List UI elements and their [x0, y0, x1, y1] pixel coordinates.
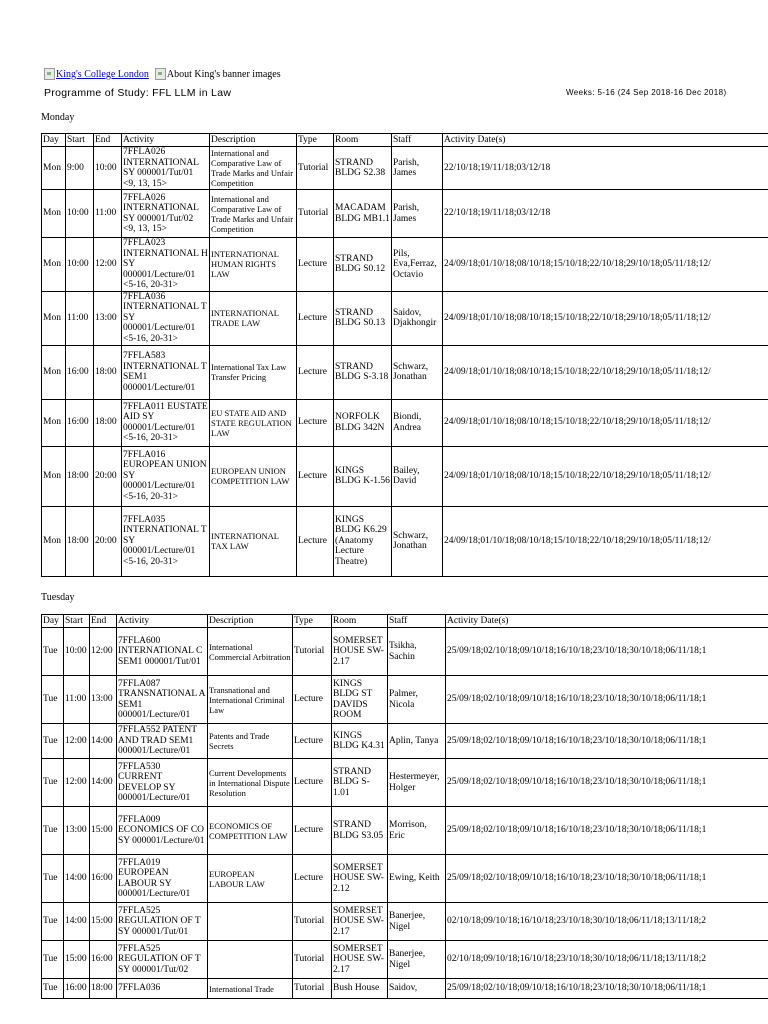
- column-header: Day: [42, 134, 66, 147]
- cell-staff: Saidov,: [388, 979, 446, 999]
- cell-description: INTERNATIONAL TAX LAW: [210, 506, 297, 576]
- cell-activity: 7FFLA011 EUSTATE AID SY 000001/Lecture/01 <5-16, 20-31>: [122, 399, 210, 446]
- cell-start: 16:00: [64, 979, 90, 999]
- cell-room: STRAND BLDG S-3.18: [334, 345, 392, 399]
- cell-room: STRAND BLDG S2.38: [334, 147, 392, 190]
- cell-day: Tue: [42, 724, 64, 759]
- kings-logo-alt: King's College London: [56, 68, 149, 80]
- cell-end: 16:00: [90, 855, 117, 903]
- about-banner-image: [155, 68, 281, 80]
- cell-end: 15:00: [90, 807, 117, 855]
- cell-staff: Biondi, Andrea: [392, 399, 443, 446]
- cell-day: Tue: [42, 676, 64, 724]
- cell-day: Tue: [42, 807, 64, 855]
- cell-staff: Bailey, David: [392, 446, 443, 506]
- cell-activity: 7FFLA016 EUROPEAN UNION SY 000001/Lecture/01 <5-16, 20-31>: [122, 446, 210, 506]
- column-header: Activity Date(s): [443, 134, 768, 147]
- cell-description: Current Developments in International Dispute Resolution: [208, 759, 293, 807]
- cell-start: 10:00: [64, 628, 90, 676]
- cell-description: International Commercial Arbitration: [208, 628, 293, 676]
- cell-staff: Banerjee, Nigel: [388, 903, 446, 941]
- column-header: Activity: [122, 134, 210, 147]
- cell-staff: Parish, James: [392, 147, 443, 190]
- table-row: [42, 759, 768, 807]
- table-row: [42, 238, 768, 292]
- table-row: [42, 628, 768, 676]
- cell-description: EUROPEAN LABOUR LAW: [208, 855, 293, 903]
- cell-staff: Hestermeyer, Holger: [388, 759, 446, 807]
- cell-staff: Aplin, Tanya: [388, 724, 446, 759]
- cell-staff: Pils, Eva,Ferraz, Octavio: [392, 238, 443, 292]
- broken-image-icon: [155, 68, 166, 80]
- cell-dates: 25/09/18;02/10/18;09/10/18;16/10/18;23/10/18;30/10/18;06/11/18;1: [446, 676, 768, 724]
- cell-start: 15:00: [64, 941, 90, 979]
- column-header: Activity: [117, 615, 208, 628]
- cell-description: INTERNATIONAL TRADE LAW: [210, 291, 297, 345]
- cell-description: International Tax Law Transfer Pricing: [210, 345, 297, 399]
- monday-timetable: [41, 133, 768, 577]
- cell-activity: 7FFLA552 PATENT AND TRAD SEM1 000001/Lecture/01: [117, 724, 208, 759]
- cell-day: Tue: [42, 941, 64, 979]
- table-row: [42, 807, 768, 855]
- cell-end: 18:00: [90, 979, 117, 999]
- cell-type: Tutorial: [293, 941, 332, 979]
- cell-description: Patents and Trade Secrets: [208, 724, 293, 759]
- cell-end: 11:00: [94, 190, 122, 238]
- cell-dates: 25/09/18;02/10/18;09/10/18;16/10/18;23/10/18;30/10/18;06/11/18;1: [446, 979, 768, 999]
- column-header: Room: [332, 615, 388, 628]
- table-row: [42, 979, 768, 999]
- cell-end: 20:00: [94, 506, 122, 576]
- table-row: [42, 506, 768, 576]
- cell-end: 14:00: [90, 724, 117, 759]
- column-header: Activity Date(s): [446, 615, 768, 628]
- kings-logo-link[interactable]: [44, 68, 149, 80]
- cell-activity: 7FFLA525 REGULATION OF T SY 000001/Tut/02: [117, 941, 208, 979]
- cell-activity: 7FFLA036 INTERNATIONAL T SY 000001/Lecture/01 <5-16, 20-31>: [122, 291, 210, 345]
- cell-room: NORFOLK BLDG 342N: [334, 399, 392, 446]
- banner: [44, 68, 281, 80]
- cell-staff: Parish, James: [392, 190, 443, 238]
- cell-start: 12:00: [64, 724, 90, 759]
- cell-description: International and Comparative Law of Trade Marks and Unfair Competition: [210, 190, 297, 238]
- cell-start: 9:00: [66, 147, 94, 190]
- cell-start: 14:00: [64, 855, 90, 903]
- column-header: Room: [334, 134, 392, 147]
- cell-start: 12:00: [64, 759, 90, 807]
- cell-type: Lecture: [297, 506, 334, 576]
- cell-end: 15:00: [90, 903, 117, 941]
- column-header: End: [94, 134, 122, 147]
- cell-description: [208, 903, 293, 941]
- cell-type: Lecture: [297, 238, 334, 292]
- cell-end: 10:00: [94, 147, 122, 190]
- cell-type: Tutorial: [293, 903, 332, 941]
- cell-dates: 24/09/18;01/10/18;08/10/18;15/10/18;22/10/18;29/10/18;05/11/18;12/: [443, 238, 768, 292]
- cell-staff: Morrison, Eric: [388, 807, 446, 855]
- broken-image-icon: [44, 68, 55, 80]
- cell-dates: 24/09/18;01/10/18;08/10/18;15/10/18;22/10/18;29/10/18;05/11/18;12/: [443, 446, 768, 506]
- cell-room: Bush House: [332, 979, 388, 999]
- cell-dates: 25/09/18;02/10/18;09/10/18;16/10/18;23/10/18;30/10/18;06/11/18;1: [446, 628, 768, 676]
- cell-dates: 22/10/18;19/11/18;03/12/18: [443, 147, 768, 190]
- column-header: End: [90, 615, 117, 628]
- cell-activity: 7FFLA525 REGULATION OF T SY 000001/Tut/01: [117, 903, 208, 941]
- cell-type: Lecture: [297, 446, 334, 506]
- cell-end: 18:00: [94, 399, 122, 446]
- cell-day: Tue: [42, 903, 64, 941]
- cell-day: Mon: [42, 446, 66, 506]
- cell-activity: 7FFLA530 CURRENT DEVELOP SY 000001/Lecture/01: [117, 759, 208, 807]
- column-header: Staff: [392, 134, 443, 147]
- cell-room: KINGS BLDG K-1.56: [334, 446, 392, 506]
- cell-room: SOMERSET HOUSE SW-2.17: [332, 628, 388, 676]
- column-header: Start: [66, 134, 94, 147]
- table-row: [42, 345, 768, 399]
- cell-start: 18:00: [66, 506, 94, 576]
- cell-dates: 02/10/18;09/10/18;16/10/18;23/10/18;30/10/18;06/11/18;13/11/18;2: [446, 941, 768, 979]
- cell-description: International Trade: [208, 979, 293, 999]
- column-header: Description: [210, 134, 297, 147]
- cell-type: Lecture: [297, 345, 334, 399]
- cell-type: Tutorial: [293, 979, 332, 999]
- cell-end: 13:00: [94, 291, 122, 345]
- cell-activity: 7FFLA023 INTERNATIONAL H SY 000001/Lecture/01 <5-16, 20-31>: [123, 238, 208, 290]
- tuesday-heading: Tuesday: [41, 592, 75, 603]
- column-header: Type: [293, 615, 332, 628]
- cell-day: Mon: [42, 190, 66, 238]
- cell-day: Tue: [42, 759, 64, 807]
- table-row: [42, 190, 768, 238]
- tuesday-timetable: [41, 614, 768, 999]
- column-header: Start: [64, 615, 90, 628]
- cell-end: 13:00: [90, 676, 117, 724]
- cell-day: Mon: [42, 345, 66, 399]
- cell-dates: 25/09/18;02/10/18;09/10/18;16/10/18;23/10/18;30/10/18;06/11/18;1: [446, 807, 768, 855]
- cell-room: STRAND BLDG S3.05: [332, 807, 388, 855]
- cell-room: KINGS BLDG K6.29 (Anatomy Lecture Theatre): [334, 506, 392, 576]
- cell-start: 14:00: [64, 903, 90, 941]
- cell-day: Tue: [42, 979, 64, 999]
- cell-dates: 24/09/18;01/10/18;08/10/18;15/10/18;22/10/18;29/10/18;05/11/18;12/: [443, 345, 768, 399]
- cell-dates: 25/09/18;02/10/18;09/10/18;16/10/18;23/10/18;30/10/18;06/11/18;1: [446, 724, 768, 759]
- cell-dates: 24/09/18;01/10/18;08/10/18;15/10/18;22/10/18;29/10/18;05/11/18;12/: [443, 506, 768, 576]
- cell-staff: Schwarz, Jonathan: [392, 345, 443, 399]
- tuesday-header-row: [42, 615, 768, 628]
- cell-room: KINGS BLDG ST DAVIDS ROOM: [332, 676, 388, 724]
- cell-type: Tutorial: [293, 628, 332, 676]
- table-row: [42, 147, 768, 190]
- cell-end: 18:00: [94, 345, 122, 399]
- cell-description: INTERNATIONAL HUMAN RIGHTS LAW: [210, 238, 297, 292]
- table-row: [42, 724, 768, 759]
- cell-activity: 7FFLA009 ECONOMICS OF CO SY 000001/Lecture/01: [117, 807, 208, 855]
- cell-type: Tutorial: [297, 147, 334, 190]
- column-header: Description: [208, 615, 293, 628]
- cell-start: 11:00: [66, 291, 94, 345]
- cell-type: Lecture: [293, 855, 332, 903]
- cell-activity: 7FFLA036: [117, 979, 208, 999]
- column-header: Type: [297, 134, 334, 147]
- cell-day: Mon: [42, 291, 66, 345]
- cell-activity: 7FFLA035 INTERNATIONAL T SY 000001/Lecture/01 <5-16, 20-31>: [122, 506, 210, 576]
- cell-dates: 02/10/18;09/10/18;16/10/18;23/10/18;30/10/18;06/11/18;13/11/18;2: [446, 903, 768, 941]
- cell-activity: 7FFLA019 EUROPEAN LABOUR SY 000001/Lecture/01: [117, 855, 208, 903]
- cell-type: Lecture: [293, 724, 332, 759]
- cell-staff: Saidov, Djakhongir: [392, 291, 443, 345]
- cell-room: STRAND BLDG S0.13: [334, 291, 392, 345]
- cell-end: 16:00: [90, 941, 117, 979]
- cell-end: 14:00: [90, 759, 117, 807]
- cell-description: International and Comparative Law of Trade Marks and Unfair Competition: [210, 147, 297, 190]
- cell-room: KINGS BLDG K4.31: [332, 724, 388, 759]
- table-row: [42, 941, 768, 979]
- cell-staff: Ewing, Keith: [388, 855, 446, 903]
- cell-activity: 7FFLA600 INTERNATIONAL C SEM1 000001/Tut/01: [117, 628, 208, 676]
- cell-dates: 25/09/18;02/10/18;09/10/18;16/10/18;23/10/18;30/10/18;06/11/18;1: [446, 759, 768, 807]
- cell-day: Mon: [42, 147, 66, 190]
- cell-activity: 7FFLA087 TRANSNATIONAL A SEM1 000001/Lecture/01: [117, 676, 208, 724]
- cell-staff: Palmer, Nicola: [388, 676, 446, 724]
- table-row: [42, 291, 768, 345]
- column-header: Staff: [388, 615, 446, 628]
- cell-day: Tue: [42, 855, 64, 903]
- cell-room: SOMERSET HOUSE SW-2.17: [332, 941, 388, 979]
- cell-start: 11:00: [64, 676, 90, 724]
- programme-title: Programme of Study: FFL LLM in Law: [44, 87, 232, 99]
- cell-dates: 25/09/18;02/10/18;09/10/18;16/10/18;23/10/18;30/10/18;06/11/18;1: [446, 855, 768, 903]
- cell-staff: Tsikha, Sachin: [388, 628, 446, 676]
- cell-start: 16:00: [66, 345, 94, 399]
- cell-day: Mon: [42, 399, 66, 446]
- cell-staff: Schwarz, Jonathan: [392, 506, 443, 576]
- cell-description: ECONOMICS OF COMPETITION LAW: [208, 807, 293, 855]
- cell-room: SOMERSET HOUSE SW-2.17: [332, 903, 388, 941]
- cell-room: STRAND BLDG S-1.01: [332, 759, 388, 807]
- cell-type: Lecture: [293, 759, 332, 807]
- about-banner-alt: About King's banner images: [166, 68, 281, 80]
- cell-type: Lecture: [293, 807, 332, 855]
- cell-activity: 7FFLA026 INTERNATIONAL SY 000001/Tut/01 <9, 13, 15>: [122, 147, 210, 190]
- cell-end: 12:00: [90, 628, 117, 676]
- monday-header-row: [42, 134, 768, 147]
- cell-activity: 7FFLA583 INTERNATIONAL T SEM1 000001/Lecture/01: [122, 345, 210, 399]
- cell-type: Lecture: [293, 676, 332, 724]
- table-row: [42, 399, 768, 446]
- cell-day: Mon: [42, 506, 66, 576]
- weeks-range: Weeks: 5-16 (24 Sep 2018-16 Dec 2018): [566, 88, 727, 97]
- cell-description: EU STATE AID AND STATE REGULATION LAW: [210, 399, 297, 446]
- monday-heading: Monday: [41, 112, 75, 123]
- cell-start: 16:00: [66, 399, 94, 446]
- cell-staff: Banerjee, Nigel: [388, 941, 446, 979]
- table-row: [42, 855, 768, 903]
- cell-dates: 24/09/18;01/10/18;08/10/18;15/10/18;22/10/18;29/10/18;05/11/18;12/: [443, 399, 768, 446]
- cell-type: Tutorial: [297, 190, 334, 238]
- cell-dates: 24/09/18;01/10/18;08/10/18;15/10/18;22/10/18;29/10/18;05/11/18;12/: [443, 291, 768, 345]
- column-header: Day: [42, 615, 64, 628]
- cell-start: 10:00: [66, 238, 94, 292]
- table-row: [42, 446, 768, 506]
- cell-start: 10:00: [66, 190, 94, 238]
- cell-day: Mon: [42, 238, 66, 292]
- cell-description: [208, 941, 293, 979]
- cell-room: MACADAM BLDG MB1.1: [334, 190, 392, 238]
- cell-type: Lecture: [297, 399, 334, 446]
- cell-type: Lecture: [297, 291, 334, 345]
- cell-description: Transnational and International Criminal Law: [208, 676, 293, 724]
- table-row: [42, 903, 768, 941]
- cell-start: 18:00: [66, 446, 94, 506]
- cell-day: Tue: [42, 628, 64, 676]
- cell-description: EUROPEAN UNION COMPETITION LAW: [210, 446, 297, 506]
- cell-dates: 22/10/18;19/11/18;03/12/18: [443, 190, 768, 238]
- cell-end: 12:00: [94, 238, 122, 292]
- cell-start: 13:00: [64, 807, 90, 855]
- cell-room: SOMERSET HOUSE SW-2.12: [332, 855, 388, 903]
- cell-end: 20:00: [94, 446, 122, 506]
- cell-activity: 7FFLA026 INTERNATIONAL SY 000001/Tut/02 <9, 13, 15>: [122, 190, 210, 238]
- cell-room: STRAND BLDG S0.12: [334, 238, 392, 292]
- table-row: [42, 676, 768, 724]
